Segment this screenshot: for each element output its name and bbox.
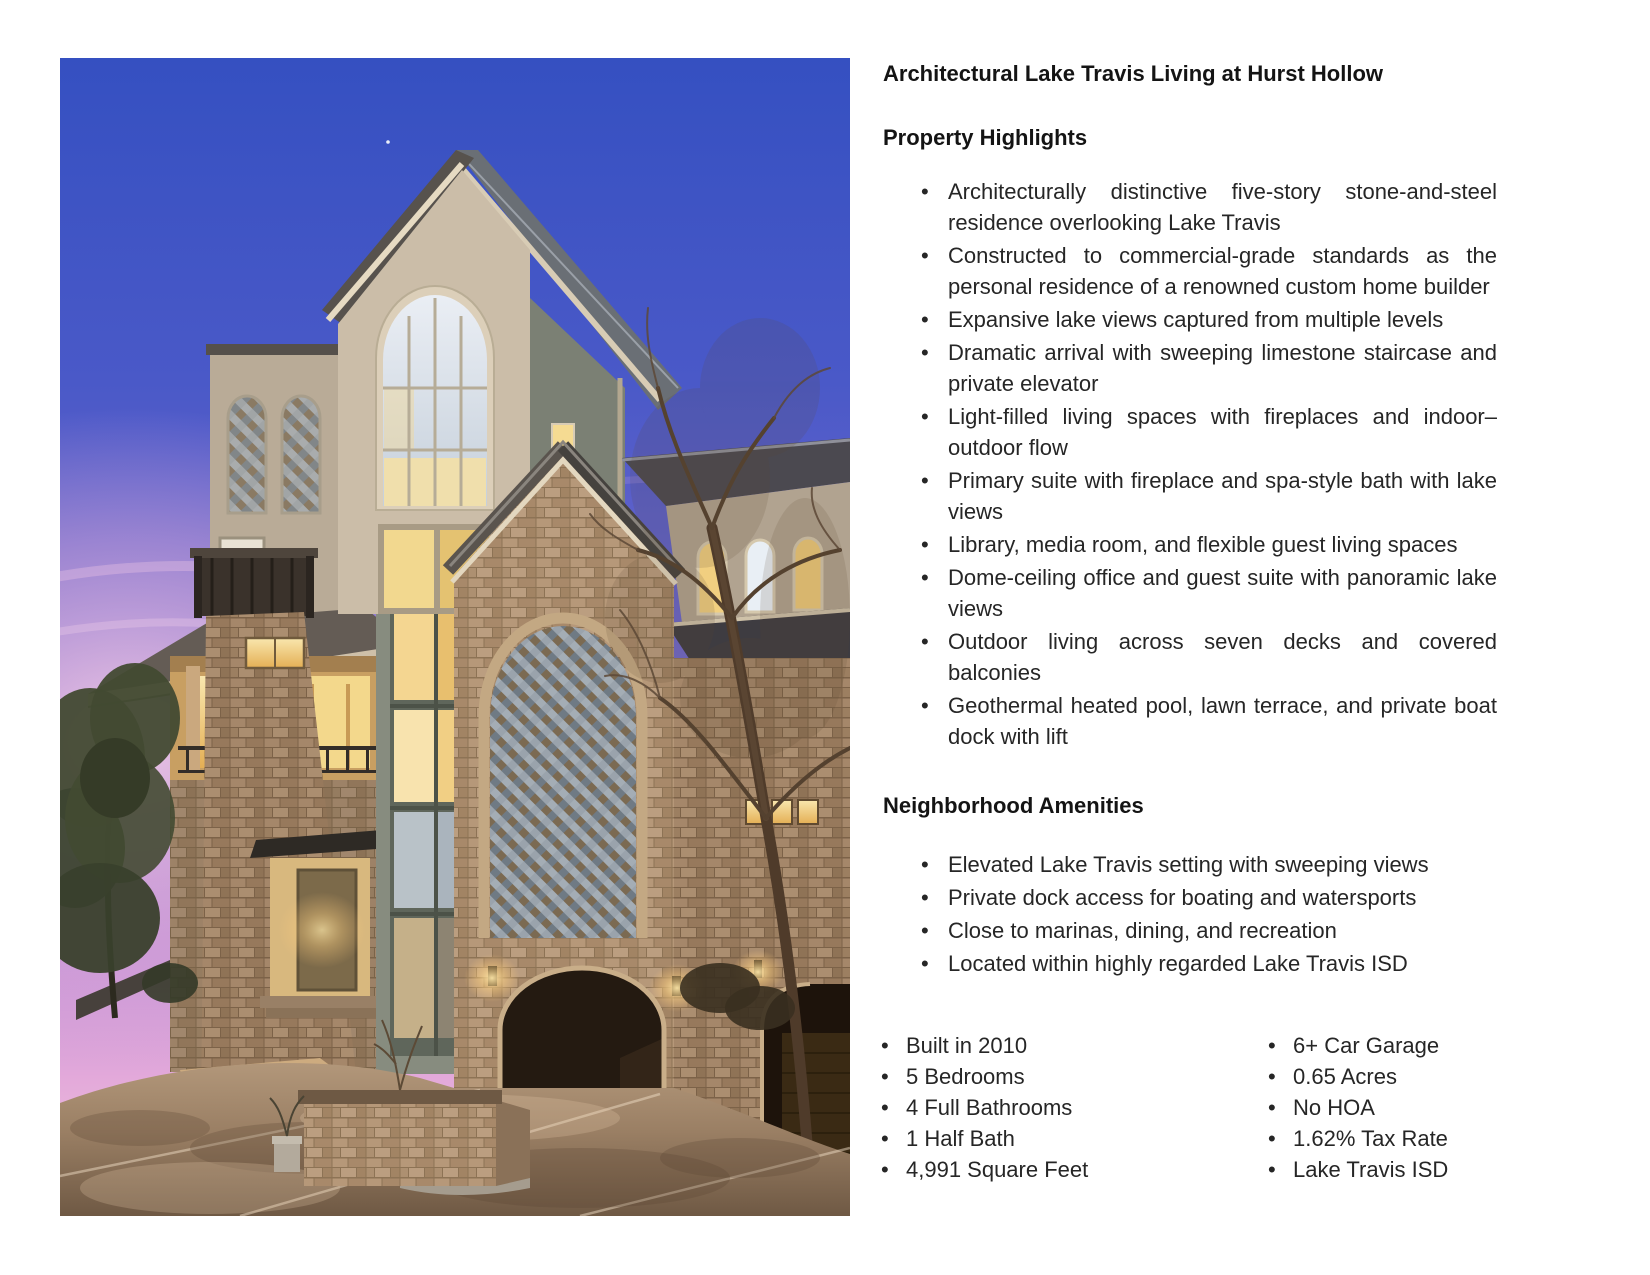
highlight-item: • Primary suite with fireplace and spa-style bath with lake views bbox=[948, 465, 1497, 527]
fact-item: • 1 Half Bath bbox=[879, 1123, 1219, 1154]
highlight-item: • Library, media room, and flexible guest living spaces bbox=[948, 529, 1497, 560]
fact-item: • 5 Bedrooms bbox=[879, 1061, 1219, 1092]
highlight-item: • Dramatic arrival with sweeping limestone staircase and private elevator bbox=[948, 337, 1497, 399]
property-photo bbox=[60, 58, 850, 1216]
fact-item: • 6+ Car Garage bbox=[1266, 1030, 1526, 1061]
facts-column-left bbox=[879, 1030, 1219, 1185]
amenity-item: • Elevated Lake Travis setting with sweeping views bbox=[948, 849, 1508, 880]
fact-item: • 1.62% Tax Rate bbox=[1266, 1123, 1526, 1154]
heading-neighborhood-amenities: Neighborhood Amenities bbox=[883, 793, 1144, 818]
evening-star bbox=[386, 140, 390, 144]
fact-item: • 4 Full Bathrooms bbox=[879, 1092, 1219, 1123]
highlight-item: • Dome-ceiling office and guest suite with panoramic lake views bbox=[948, 562, 1497, 624]
highlight-item: • Architecturally distinctive five-story stone-and-steel residence overlooking Lake Travis bbox=[948, 176, 1497, 238]
property-photo-art bbox=[60, 58, 850, 1216]
amenity-item: • Located within highly regarded Lake Travis ISD bbox=[948, 948, 1508, 979]
herringbone-arch bbox=[484, 618, 642, 938]
highlight-item: • Expansive lake views captured from multiple levels bbox=[948, 304, 1497, 335]
amenity-item: • Private dock access for boating and watersports bbox=[948, 882, 1508, 913]
fact-item: • 0.65 Acres bbox=[1266, 1061, 1526, 1092]
amenity-item: • Close to marinas, dining, and recreation bbox=[948, 915, 1508, 946]
fact-item: • Built in 2010 bbox=[879, 1030, 1219, 1061]
heading-property-highlights: Property Highlights bbox=[883, 125, 1088, 150]
property-highlights-list bbox=[948, 176, 1497, 754]
highlight-item: • Outdoor living across seven decks and covered balconies bbox=[948, 626, 1497, 688]
page-title: Architectural Lake Travis Living at Hurst Hollow bbox=[883, 61, 1384, 86]
neighborhood-amenities-list bbox=[948, 849, 1508, 981]
fact-item: • 4,991 Square Feet bbox=[879, 1154, 1219, 1185]
highlight-item: • Constructed to commercial-grade standards as the personal residence of a renowned custom home builder bbox=[948, 240, 1497, 302]
highlight-item: • Light-filled living spaces with fireplaces and indoor–outdoor flow bbox=[948, 401, 1497, 463]
fact-item: • Lake Travis ISD bbox=[1266, 1154, 1526, 1185]
highlight-item: • Geothermal heated pool, lawn terrace, and private boat dock with lift bbox=[948, 690, 1497, 752]
fact-item: • No HOA bbox=[1266, 1092, 1526, 1123]
arched-window bbox=[376, 286, 494, 510]
facts-column-right bbox=[1266, 1030, 1526, 1185]
